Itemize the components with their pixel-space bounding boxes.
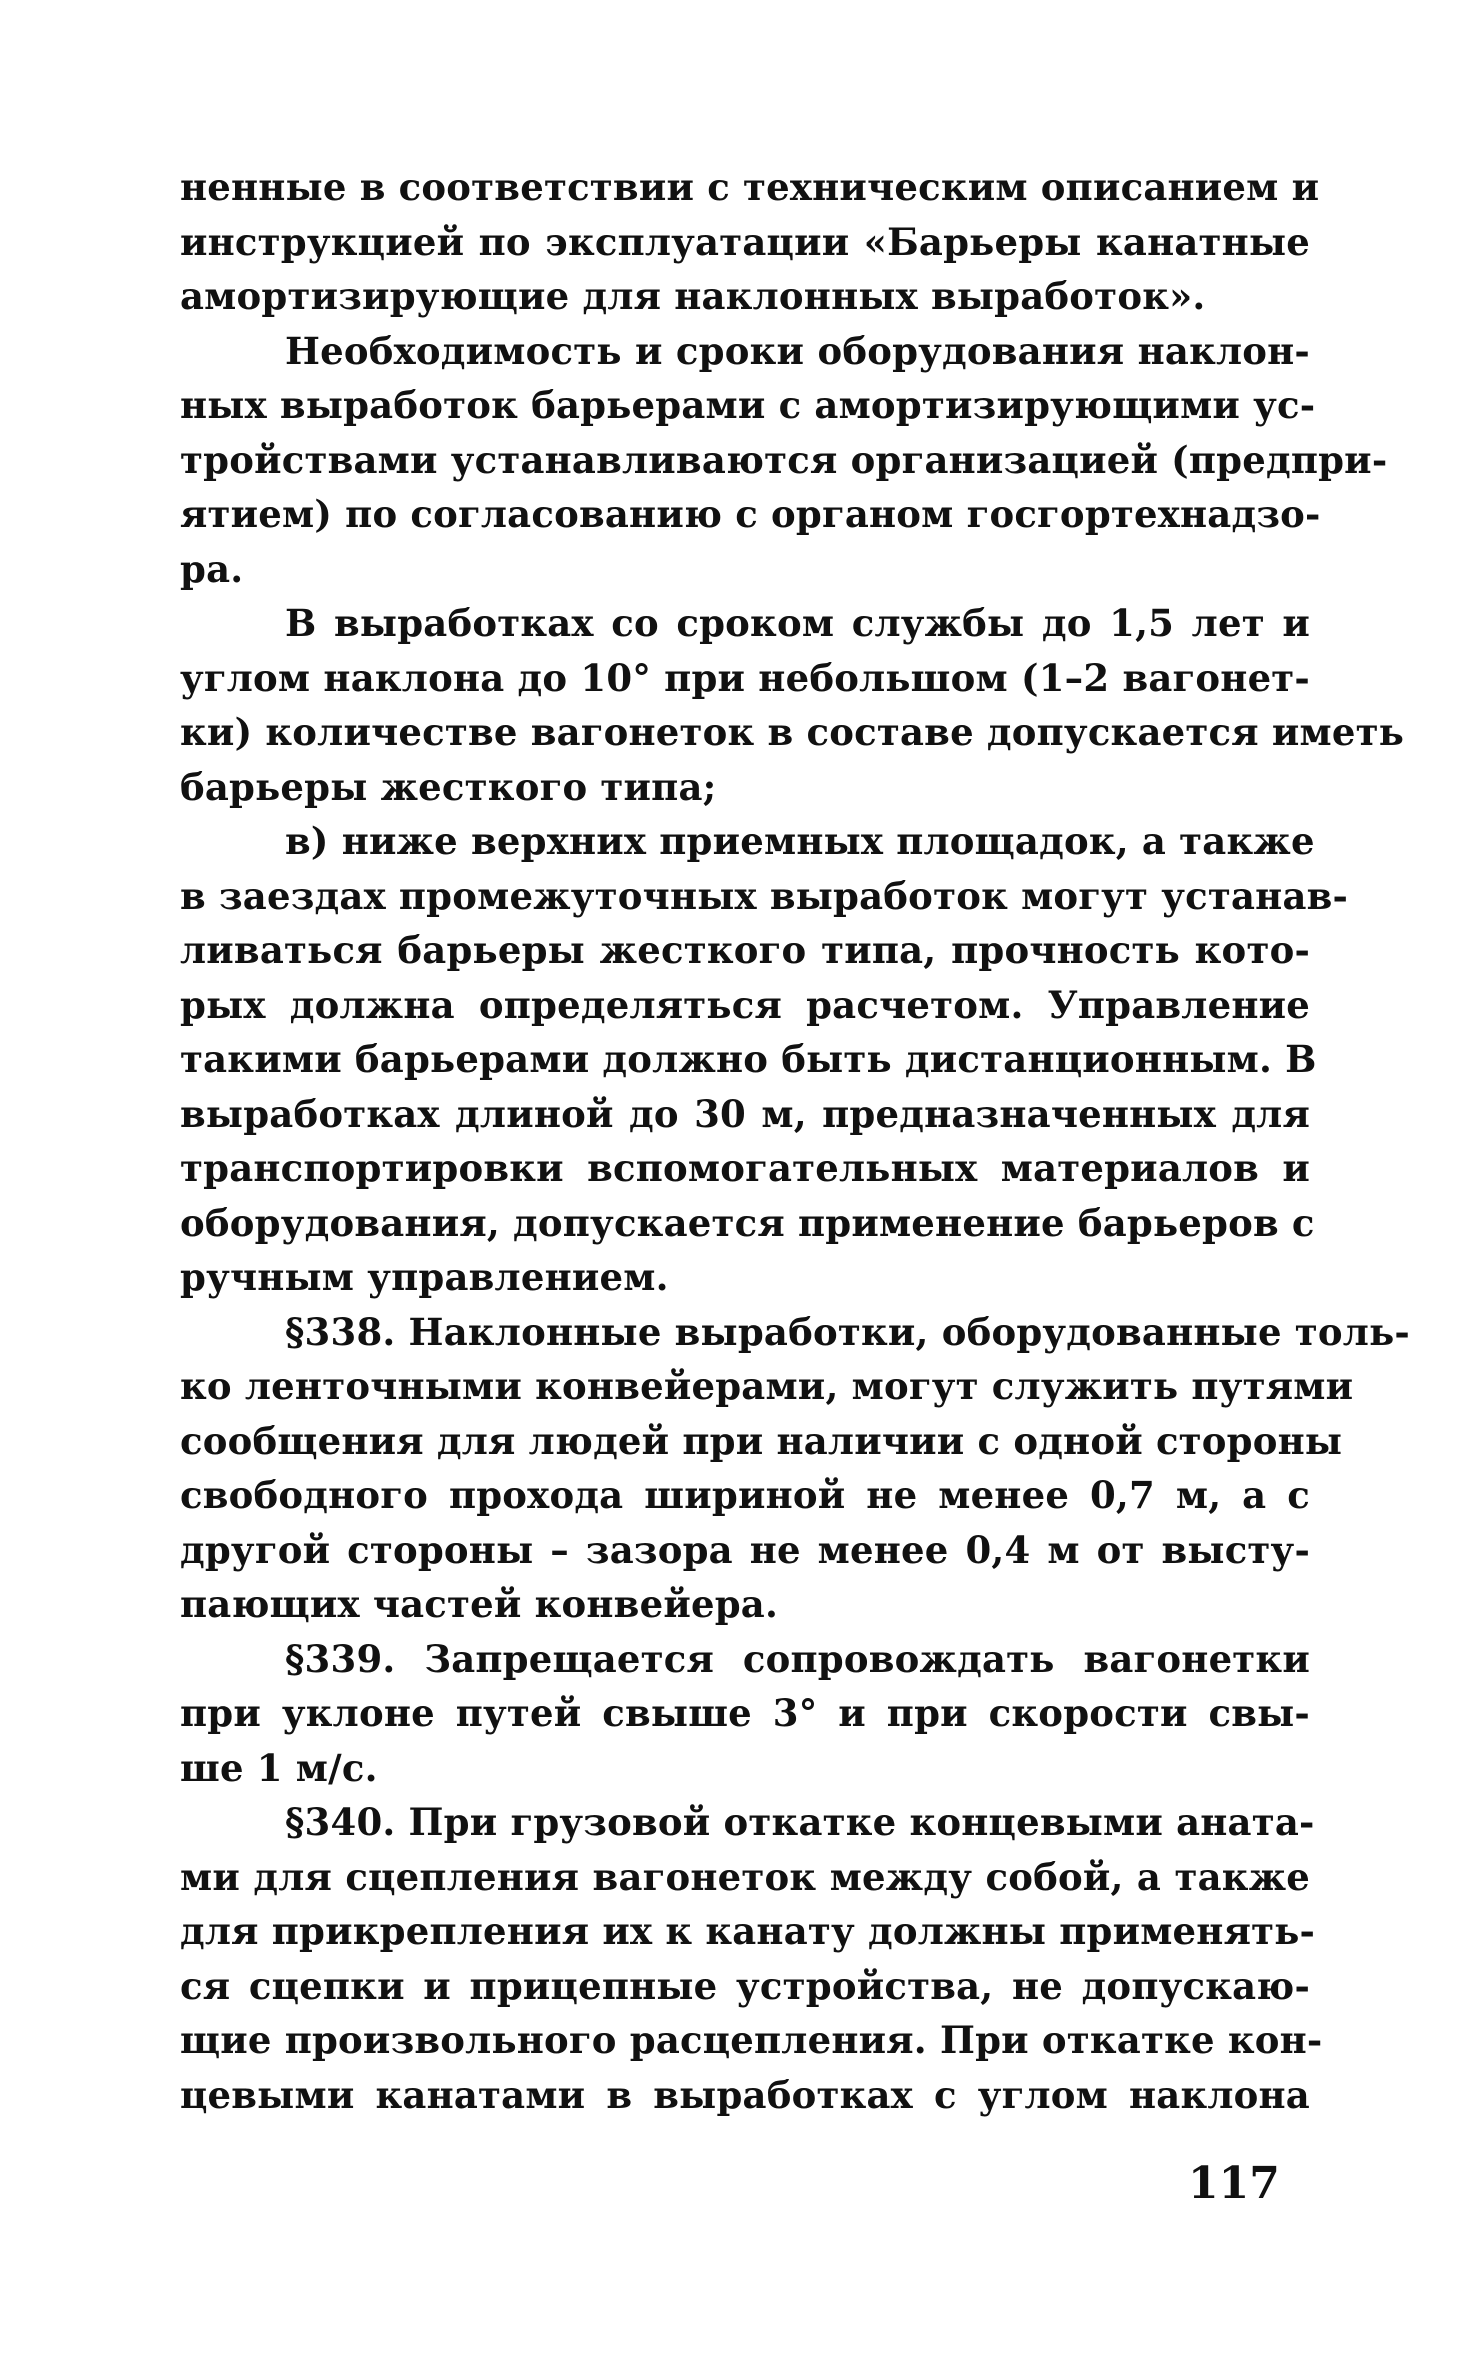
text-line: ки) количестве вагонеток в составе допускается иметь [180, 710, 1405, 754]
text-line: свободного прохода шириной не менее 0,7 м, а с [180, 1473, 1310, 1517]
text-line: барьеры жесткого типа; [180, 764, 717, 809]
page-number: 117 [1188, 2158, 1280, 2209]
text-line: рых должна определяться расчетом. Управление [180, 982, 1310, 1027]
text-line: другой стороны – зазора не менее 0,4 м от высту- [180, 1527, 1310, 1572]
text-line: ше 1 м/с. [180, 1745, 378, 1790]
text-line: при уклоне путей свыше 3° и при скорости свы- [180, 1691, 1310, 1735]
text-line: ятием) по согласованию с органом госгортехнадзо- [180, 492, 1321, 536]
text-line: сообщения для людей при наличии с одной стороны [180, 1418, 1343, 1463]
page-body-text [180, 160, 1410, 2122]
text-line: амортизирующие для наклонных выработок». [180, 274, 1206, 318]
text-line: §338. Наклонные выработки, оборудованные толь- [285, 1309, 1410, 1354]
text-line: ся сцепки и прицепные устройства, не допускаю- [180, 1963, 1310, 2008]
text-line: ко ленточными конвейерами, могут служить путями [180, 1364, 1354, 1408]
text-line: ненные в соответствии с техническим описанием и [180, 165, 1320, 209]
text-line: ручным управлением. [180, 1255, 669, 1299]
text-line: §339. Запрещается сопровождать вагонетки [285, 1636, 1310, 1681]
text-line: выработках длиной до 30 м, предназначенных для [180, 1091, 1310, 1136]
text-line: Необходимость и сроки оборудования наклон- [285, 328, 1310, 373]
text-line: транспортировки вспомогательных материалов и [180, 1146, 1310, 1190]
text-line: тройствами устанавливаются организацией (предпри- [180, 437, 1388, 482]
text-line: щие произвольного расцепления. При откатке кон- [180, 2018, 1323, 2062]
text-line: В выработках со сроком службы до 1,5 лет и [285, 601, 1310, 645]
text-line: пающих частей конвейера. [180, 1582, 779, 1626]
text-line: оборудования, допускается применение барьеров с [180, 1200, 1315, 1245]
text-line: такими барьерами должно быть дистанционным. В [180, 1037, 1317, 1081]
text-line: для прикрепления их к канату должны применять- [180, 1909, 1316, 1953]
text-line: ных выработок барьерами с амортизирующими ус- [180, 383, 1316, 427]
text-line: ра. [180, 546, 244, 591]
text-line: инструкцией по эксплуатации «Барьеры канатные [180, 219, 1310, 264]
text-line: ливаться барьеры жесткого типа, прочность кото- [180, 928, 1310, 972]
text-line: ми для сцепления вагонеток между собой, а также [180, 1854, 1310, 1899]
text-line: цевыми канатами в выработках с углом наклона [180, 2072, 1310, 2117]
text-line: углом наклона до 10° при небольшом (1–2 вагонет- [180, 655, 1310, 700]
text-line: §340. При грузовой откатке концевыми аната- [285, 1800, 1315, 1844]
text-line: в заездах промежуточных выработок могут устанав- [180, 873, 1349, 918]
text-line: в) ниже верхних приемных площадок, а также [285, 819, 1315, 863]
